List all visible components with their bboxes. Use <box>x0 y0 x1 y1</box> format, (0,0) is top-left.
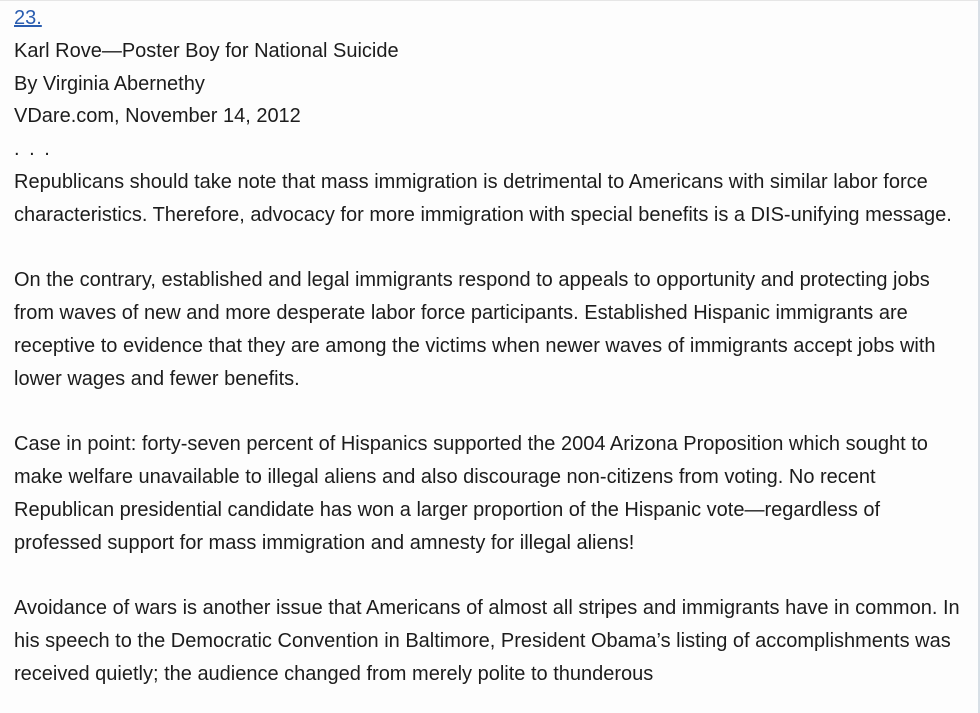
body-paragraph-1: Republicans should take note that mass immigration is detrimental to Americans with similar labor force characteristics. Therefore, advocacy for more immigration with special benefits is a DIS-unifying message. <box>14 170 952 226</box>
body-paragraph-2: On the contrary, established and legal immigrants respond to appeals to opportunity and protecting jobs from waves of new and more desperate labor force participants. Established Hispanic immigrants are receptive to evidence that they are among the victims when newer waves of immigrants accept jobs with lower wages and fewer benefits. <box>14 269 936 390</box>
article-byline: By Virginia Abernethy <box>14 72 205 95</box>
entry-number-link[interactable]: 23. <box>14 7 42 29</box>
article-source-date: VDare.com, November 14, 2012 <box>14 105 301 128</box>
article-title: Karl Rove—Poster Boy for National Suicide <box>14 39 399 62</box>
body-paragraph-4: Avoidance of wars is another issue that Americans of almost all stripes and immigrants have in common. In his speech to the Democratic Convention in Baltimore, President Obama’s listing of accomplishments was received quietly; the audience changed from merely polite to thunderous <box>14 597 960 685</box>
body-paragraph-3: Case in point: forty-seven percent of Hispanics supported the 2004 Arizona Proposition which sought to make welfare unavailable to illegal aliens and also discourage non-citizens from voting. No recent Republican presidential candidate has won a larger proportion of the Hispanic vote—regardless of professed support for mass immigration and amnesty for illegal aliens! <box>14 433 928 554</box>
omission-ellipsis: . . . <box>14 138 52 161</box>
top-border <box>0 0 980 1</box>
